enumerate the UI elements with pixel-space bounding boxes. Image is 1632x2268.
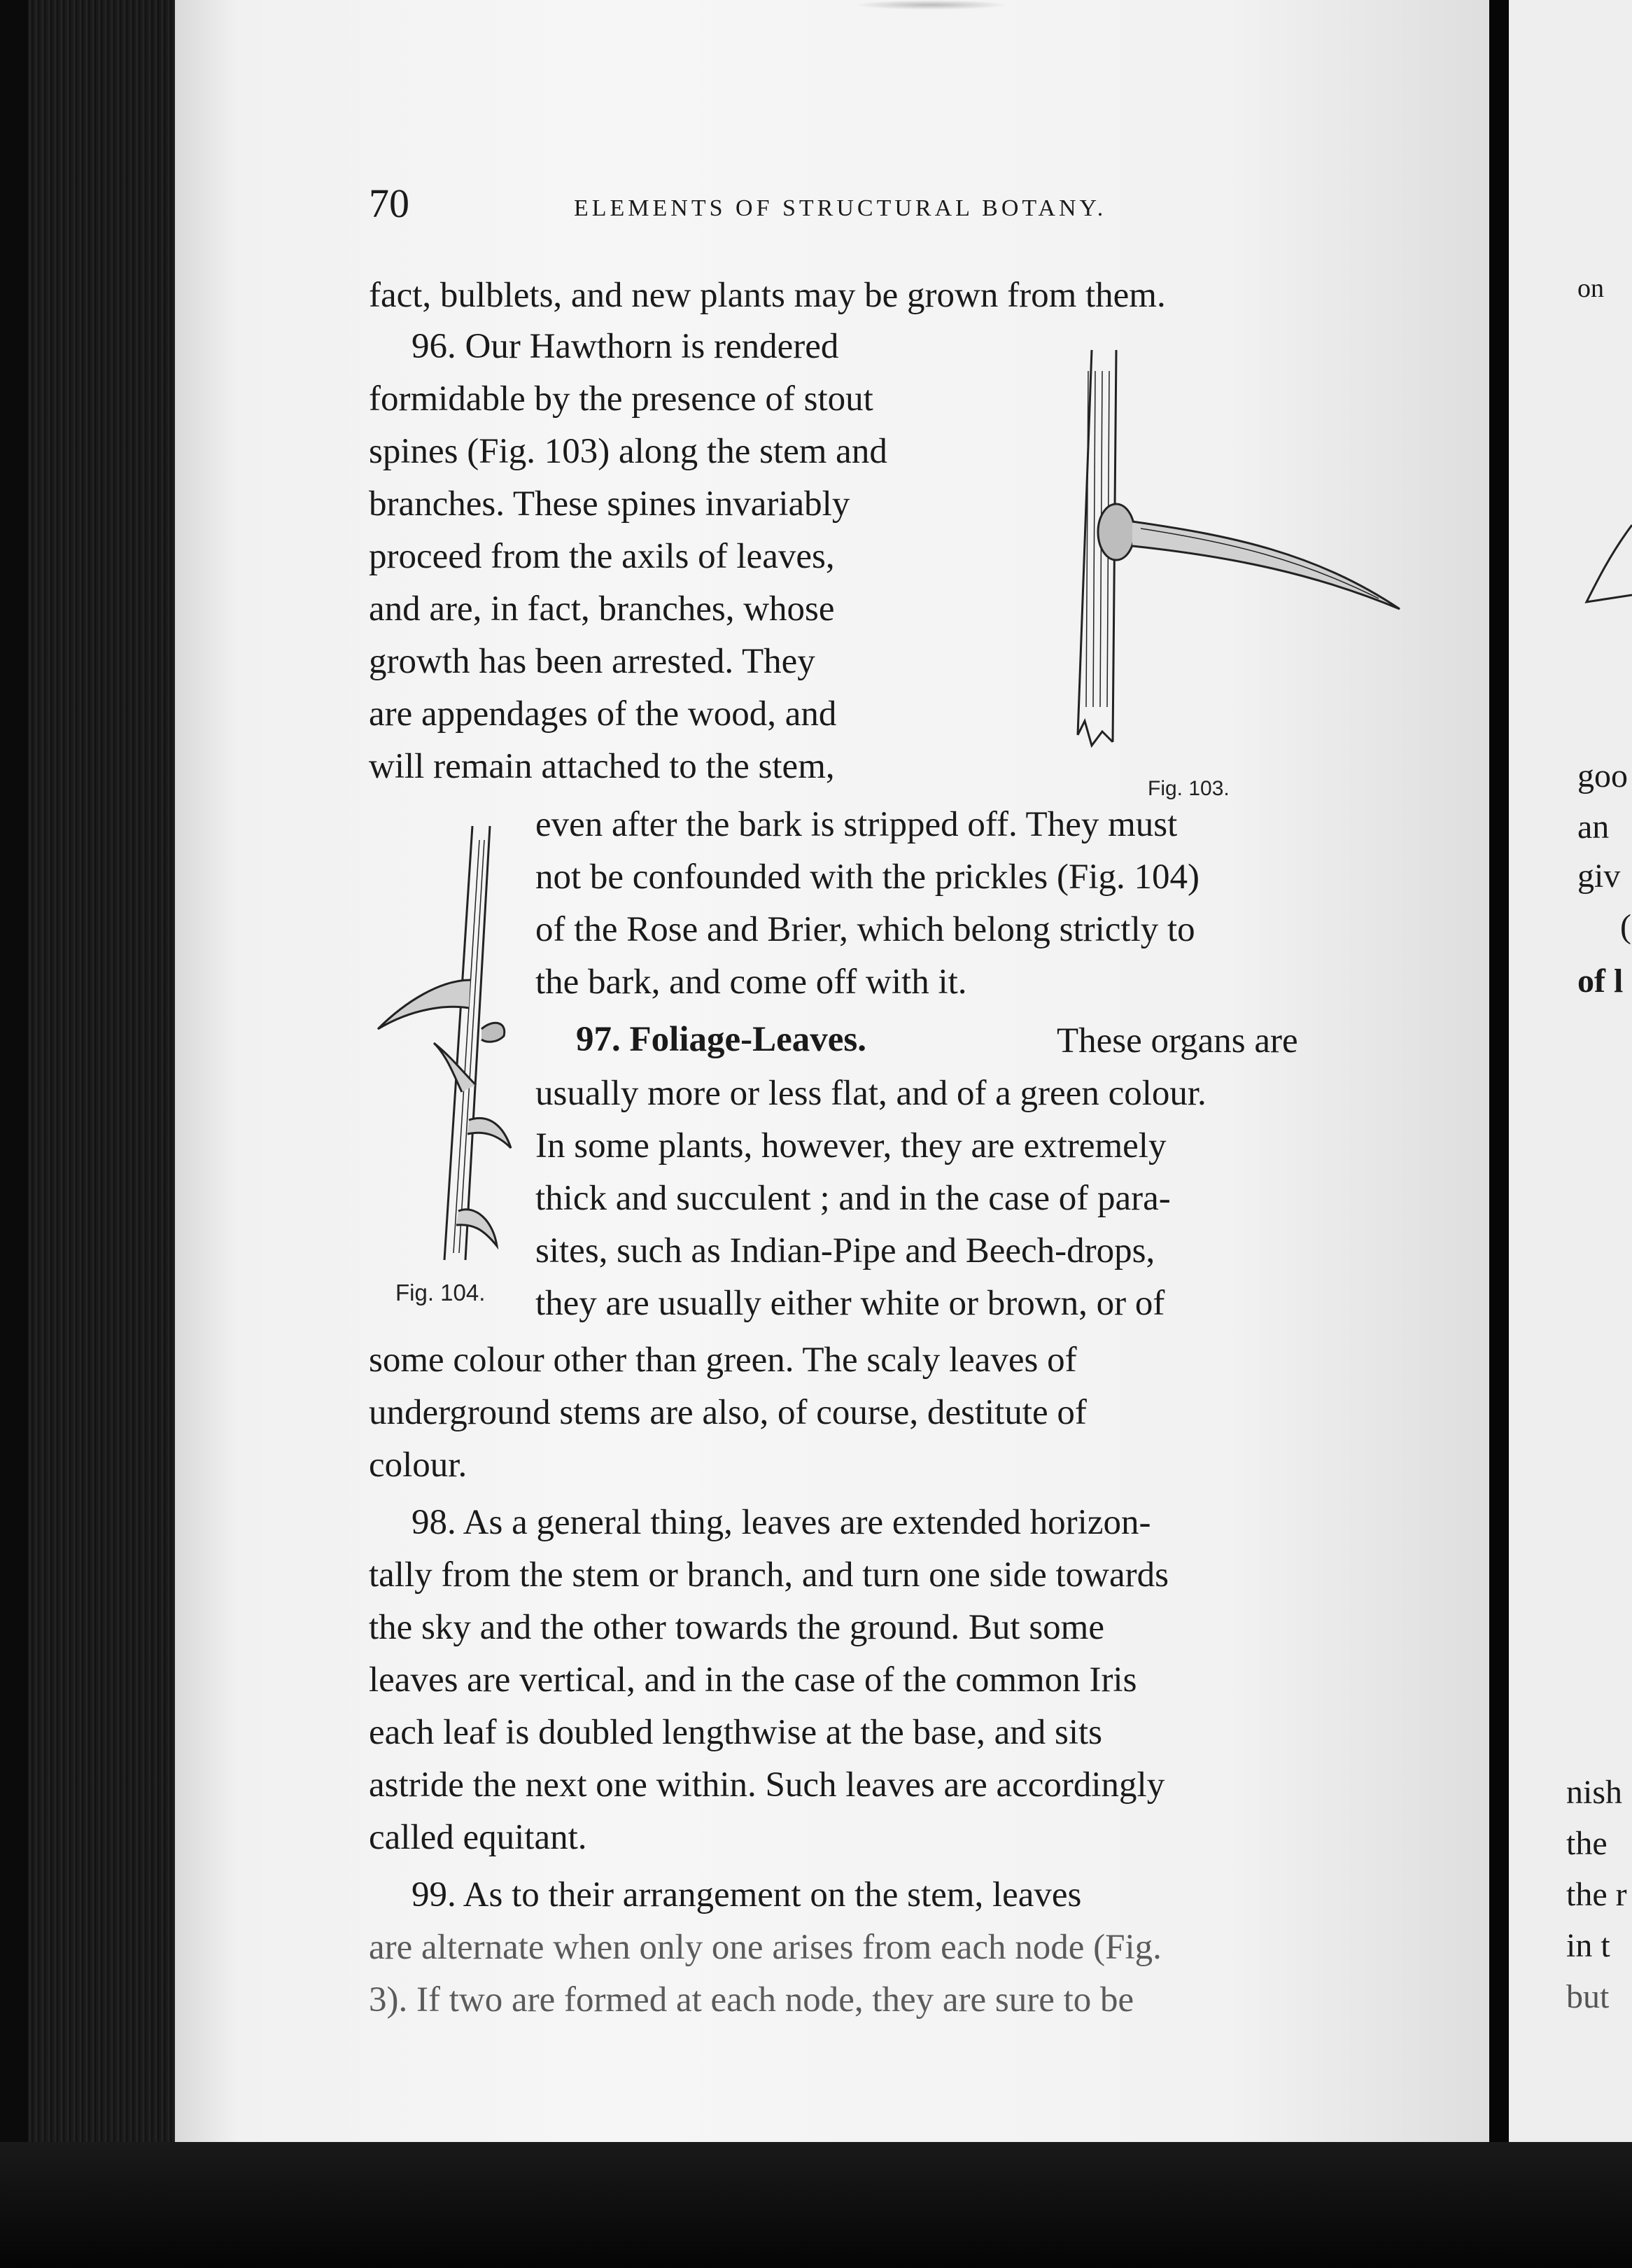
running-head: ELEMENTS OF STRUCTURAL BOTANY. <box>574 195 1107 221</box>
fig-103-hawthorn-spine-illustration <box>1050 343 1414 763</box>
text-line: 96. Our Hawthorn is rendered <box>411 327 839 366</box>
text-line: of the Rose and Brier, which belong strictly to <box>535 910 1195 949</box>
text-line: leaves are vertical, and in the case of the common Iris <box>369 1660 1137 1700</box>
text-line: spines (Fig. 103) along the stem and <box>369 432 887 471</box>
fig-103-caption: Fig. 103. <box>1148 777 1230 800</box>
text-line: underground stems are also, of course, destitute of <box>369 1393 1087 1432</box>
text-line: the sky and the other towards the ground. But some <box>369 1608 1104 1647</box>
next-page-fragment: in t <box>1566 1927 1610 1964</box>
text-line: sites, such as Indian-Pipe and Beech-drops, <box>535 1231 1155 1270</box>
text-line: the bark, and come off with it. <box>535 962 967 1002</box>
text-line: formidable by the presence of stout <box>369 379 873 419</box>
next-page-fragment: on <box>1577 274 1604 303</box>
next-page-fragment: ( <box>1620 908 1631 945</box>
text-line: are appendages of the wood, and <box>369 694 837 734</box>
text-line: astride the next one within. Such leaves are accordingly <box>369 1765 1165 1805</box>
fig-104-rose-prickles-illustration <box>371 819 525 1267</box>
text-line: are alternate when only one arises from each node (Fig. <box>369 1928 1162 1967</box>
page-number: 70 <box>369 181 409 226</box>
text-line: each leaf is doubled lengthwise at the base, and sits <box>369 1713 1103 1752</box>
text-line: thick and succulent ; and in the case of para- <box>535 1179 1171 1218</box>
next-page-fragment: of l <box>1577 962 1624 1000</box>
bottom-shadow <box>0 2142 1632 2268</box>
text-line: colour. <box>369 1446 467 1485</box>
next-page-fragment: giv <box>1577 858 1621 895</box>
text-line: proceed from the axils of leaves, <box>369 537 835 576</box>
text-line: they are usually either white or brown, or of <box>535 1284 1165 1323</box>
next-page-fragment: an <box>1577 808 1610 846</box>
text-line: branches. These spines invariably <box>369 484 850 524</box>
next-page-figure-fragment <box>1583 483 1632 623</box>
text-line: 98. As a general thing, leaves are extended horizon- <box>411 1503 1151 1542</box>
text-line: fact, bulblets, and new plants may be grown from them. <box>369 276 1166 315</box>
text-line: 3). If two are formed at each node, they are sure to be <box>369 1980 1134 2019</box>
text-line: and are, in fact, branches, whose <box>369 589 835 629</box>
text-line: not be confounded with the prickles (Fig. 104) <box>535 858 1200 897</box>
text-line: called equitant. <box>369 1818 587 1857</box>
next-page-fragment: but <box>1566 1978 1610 2015</box>
text-line: some colour other than green. The scaly leaves of <box>369 1340 1077 1380</box>
next-page-fragment: the r <box>1566 1876 1627 1913</box>
text-line: growth has been arrested. They <box>369 642 815 681</box>
next-page-fragment: goo <box>1577 757 1628 794</box>
next-page-fragment: nish <box>1566 1774 1623 1811</box>
text-line: will remain attached to the stem, <box>369 747 835 786</box>
page-edges <box>28 0 175 2268</box>
text-line: These organs are <box>1057 1021 1298 1060</box>
text-line: even after the bark is stripped off. They must <box>535 805 1178 844</box>
next-page-fragment: the <box>1566 1825 1608 1862</box>
section-heading: 97. Foliage-Leaves. <box>576 1020 866 1059</box>
text-line: usually more or less flat, and of a green colour. <box>535 1074 1207 1113</box>
fig-104-caption: Fig. 104. <box>395 1280 486 1306</box>
top-smudge <box>854 0 1008 10</box>
text-line: 99. As to their arrangement on the stem, leaves <box>411 1875 1082 1914</box>
text-line: In some plants, however, they are extremely <box>535 1126 1167 1166</box>
text-line: tally from the stem or branch, and turn one side towards <box>369 1555 1169 1595</box>
book-gutter <box>1489 0 1509 2268</box>
